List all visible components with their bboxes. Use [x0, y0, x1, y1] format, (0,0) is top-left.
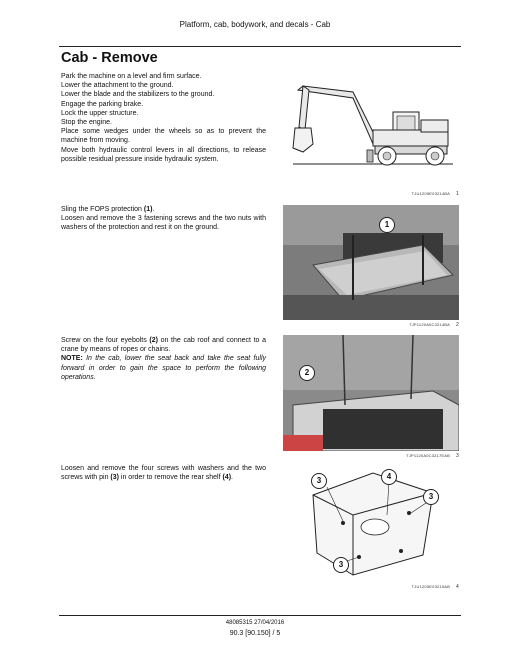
figure-number: 1 [456, 191, 459, 197]
callout-ref: (3) [110, 474, 119, 482]
callout-3: 3 [311, 473, 327, 489]
section-title: Cab - Remove [61, 50, 158, 66]
figure-number: 4 [456, 584, 459, 590]
callout-ref: (4) [222, 474, 232, 482]
callout-3: 3 [333, 557, 349, 573]
step-line: Lower the blade and the stabilizers to the ground. [61, 91, 215, 99]
footer-page: 90.3 [90.150] / 5 [229, 630, 281, 637]
figure-2-caption [283, 322, 459, 328]
excavator-figure [283, 72, 459, 190]
footer-doc: 48085315 27/04/2016 [225, 620, 285, 626]
step-para [61, 336, 266, 354]
figure-number: 3 [456, 453, 459, 459]
figure-3-caption [283, 453, 459, 459]
figure-code: TJU1205E03214BA [411, 191, 451, 196]
step-2-text [61, 205, 266, 233]
step-4-text [61, 464, 266, 482]
figure-code: TJU1205E03215AB [411, 584, 451, 589]
fops-photo [283, 205, 459, 320]
step-1-text [61, 72, 266, 164]
step-para [61, 205, 266, 214]
rear-shelf-figure [283, 465, 459, 583]
step-line: Place some wedges under the wheels so as to prevent the machine from moving. [61, 128, 266, 145]
callout-3: 3 [423, 489, 439, 505]
figure-code: TJP1120A0C3214BA [409, 322, 451, 327]
step-3-text [61, 336, 266, 382]
callout-2: 2 [299, 365, 315, 381]
step-text: Loosen and remove the four screws with washers and the two screws with pin [61, 465, 266, 482]
step-text: . [231, 474, 233, 482]
step-text: on the cab roof and connect to a crane by means of ropes or chains. [61, 337, 266, 354]
callout-ref: (2) [149, 337, 158, 344]
step-line: Lower the attachment to the ground. [61, 82, 174, 90]
figure-4-caption [283, 584, 459, 590]
step-line: Engage the parking brake. [61, 100, 144, 108]
callout-4: 4 [381, 469, 397, 485]
step-text: Screw on the four eyebolts [61, 337, 150, 344]
step-text: . [152, 206, 155, 213]
step-para [61, 464, 266, 482]
running-header: Platform, cab, bodywork, and decals - Cab [179, 20, 331, 29]
figure-1-caption [283, 191, 459, 197]
callout-ref: (1) [143, 206, 153, 213]
step-line: Lock the upper structure. [61, 109, 139, 117]
cab-eyebolts-photo [283, 335, 459, 451]
note-text: In the cab, lower the seat back and take the seat fully forward in order to gain the space to perform the following operations. [61, 355, 266, 381]
callout-1: 1 [379, 217, 395, 233]
step-para: Loosen and remove the 3 fastening screws and the two nuts with washers of the protection and rest it on the ground. [61, 215, 266, 232]
footer-rule [59, 615, 461, 616]
step-text: Sling the FOPS protection [61, 206, 144, 213]
header-rule [59, 46, 461, 47]
note-para [61, 354, 266, 382]
figure-code: TJP1120A0C3217EAB [406, 453, 451, 458]
figure-number: 2 [456, 322, 459, 328]
note-label: NOTE: [61, 355, 83, 363]
step-line: Park the machine on a level and firm surface. [61, 73, 202, 80]
step-text: in order to remove the rear shelf [118, 474, 223, 482]
step-line: Move both hydraulic control levers in all directions, to release possible residual pressure inside hydraulic system. [61, 146, 266, 163]
step-line: Stop the engine. [61, 119, 112, 127]
